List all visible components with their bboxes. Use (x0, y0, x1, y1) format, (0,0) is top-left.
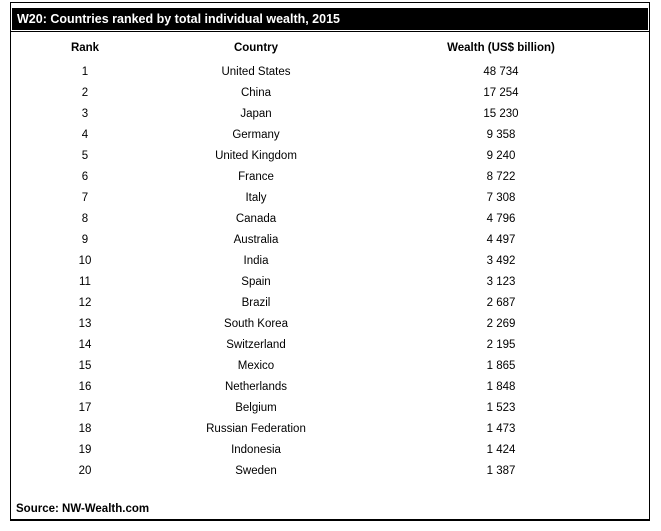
wealth-cell: 17 254 (483, 86, 519, 99)
rank-cell: 10 (78, 254, 92, 267)
wealth-cell: 2 687 (486, 296, 516, 309)
source-note: Source: NW-Wealth.com (16, 503, 150, 515)
wealth-cell: 9 358 (486, 128, 516, 141)
wealth-cell: 2 269 (486, 317, 516, 330)
rank-cell: 2 (81, 86, 89, 99)
table-row (11, 313, 649, 334)
country-cell: Belgium (235, 401, 277, 414)
table-row (11, 145, 649, 166)
wealth-table-frame (10, 2, 650, 521)
title-bar-wrap (11, 3, 649, 32)
wealth-cell: 7 308 (486, 191, 516, 204)
wealth-cell: 48 734 (483, 65, 519, 78)
table-row (11, 124, 649, 145)
rank-cell: 19 (78, 443, 92, 456)
country-cell: India (243, 254, 269, 267)
rank-cell: 4 (81, 128, 89, 141)
wealth-cell: 1 865 (486, 359, 516, 372)
wealth-cell: 3 492 (486, 254, 516, 267)
col-header-country: Country (233, 42, 279, 54)
wealth-cell: 4 497 (486, 233, 516, 246)
table-row (11, 187, 649, 208)
country-cell: Japan (240, 107, 272, 120)
wealth-cell: 4 796 (486, 212, 516, 225)
rank-cell: 13 (78, 317, 92, 330)
wealth-cell: 8 722 (486, 170, 516, 183)
rank-cell: 6 (81, 170, 89, 183)
rank-cell: 17 (78, 401, 92, 414)
table-row (11, 208, 649, 229)
country-cell: Russian Federation (206, 422, 306, 435)
table-row (11, 439, 649, 460)
table-row (11, 460, 649, 481)
wealth-cell: 1 387 (486, 464, 516, 477)
table-row (11, 397, 649, 418)
wealth-cell: 1 473 (486, 422, 516, 435)
table-row (11, 103, 649, 124)
table-row (11, 271, 649, 292)
rank-cell: 1 (81, 65, 89, 78)
rank-cell: 11 (79, 275, 91, 288)
rank-cell: 18 (78, 422, 92, 435)
table-row (11, 229, 649, 250)
country-cell: United Kingdom (215, 149, 297, 162)
table-row (11, 61, 649, 82)
table-title: W20: Countries ranked by total individual wealth, 2015 (12, 8, 648, 30)
rank-cell: 16 (78, 380, 92, 393)
wealth-cell: 2 195 (486, 338, 516, 351)
table-row (11, 82, 649, 103)
country-cell: Sweden (235, 464, 277, 477)
table-row (11, 334, 649, 355)
country-cell: Netherlands (224, 380, 287, 393)
table-row (11, 355, 649, 376)
rank-cell: 14 (78, 338, 92, 351)
country-cell: Indonesia (231, 443, 281, 456)
wealth-cell: 1 523 (486, 401, 516, 414)
country-cell: Germany (232, 128, 280, 141)
country-cell: United States (221, 65, 291, 78)
table-row (11, 418, 649, 439)
rank-cell: 8 (81, 212, 89, 225)
table-row (11, 292, 649, 313)
table-row (11, 166, 649, 187)
country-cell: Italy (245, 191, 267, 204)
country-cell: Canada (235, 212, 277, 225)
country-cell: China (240, 86, 272, 99)
country-cell: Australia (233, 233, 279, 246)
wealth-cell: 9 240 (486, 149, 516, 162)
wealth-cell: 1 848 (486, 380, 516, 393)
table-row (11, 376, 649, 397)
rank-cell: 7 (81, 191, 89, 204)
country-cell: South Korea (224, 317, 288, 330)
country-cell: Switzerland (226, 338, 286, 351)
col-header-rank: Rank (70, 42, 100, 54)
rank-cell: 3 (81, 107, 89, 120)
rank-cell: 12 (78, 296, 92, 309)
country-cell: Spain (241, 275, 271, 288)
wealth-table (11, 32, 649, 481)
col-header-wealth: Wealth (US$ billion) (447, 42, 555, 54)
rank-cell: 5 (81, 149, 89, 162)
country-cell: Mexico (237, 359, 275, 372)
country-cell: France (238, 170, 274, 183)
rank-cell: 15 (78, 359, 92, 372)
country-cell: Brazil (241, 296, 271, 309)
rank-cell: 20 (78, 464, 92, 477)
wealth-cell: 1 424 (486, 443, 516, 456)
table-header-row (11, 32, 649, 61)
wealth-cell: 3 123 (486, 275, 516, 288)
rank-cell: 9 (81, 233, 89, 246)
table-body (11, 61, 649, 481)
wealth-cell: 15 230 (483, 107, 519, 120)
table-row (11, 250, 649, 271)
